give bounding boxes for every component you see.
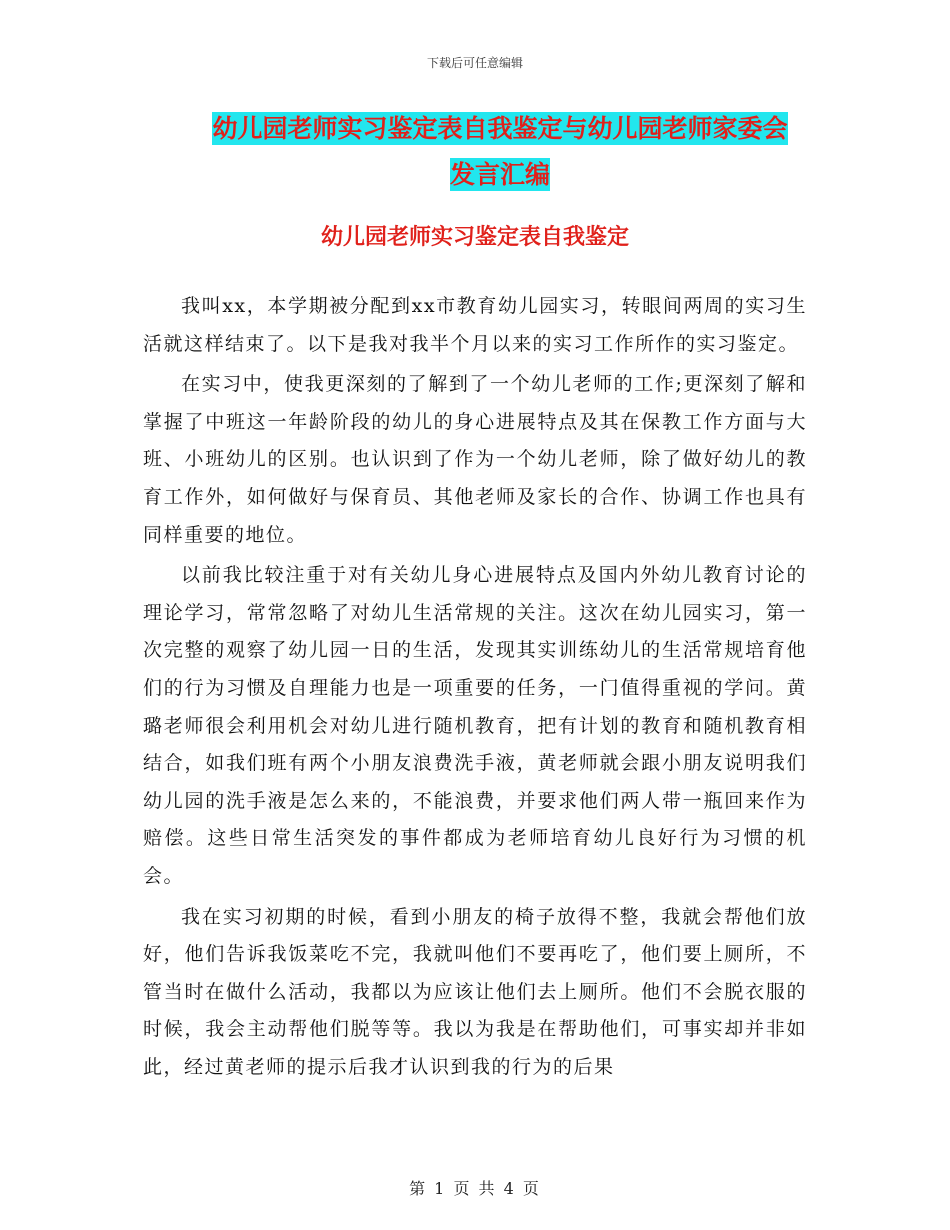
section-title: 幼儿园老师实习鉴定表自我鉴定 xyxy=(320,225,629,250)
paragraph: 在实习中，使我更深刻的了解到了一个幼儿老师的工作;更深刻了解和掌握了中班这一年龄阶段的幼儿的身心进展特点及其在保教工作方面与大班、小班幼儿的区别。也认识到了作为一个幼儿老师，除了做好幼儿的教育工作外，如何做好与保育员、其他老师及家长的合作、协调工作也具有同样重要的地位。 xyxy=(143,373,807,546)
paragraph: 我在实习初期的时候，看到小朋友的椅子放得不整，我就会帮他们放好，他们告诉我饭菜吃不完，我就叫他们不要再吃了，他们要上厕所，不管当时在做什么活动，我都以为应该让他们去上厕所。他们不会脱衣服的时候，我会主动帮他们脱等等。我以为我是在帮助他们，可事实却并非如此，经过黄老师的提示后我才认识到我的行为的后果 xyxy=(143,905,807,1078)
document-title-line-2: 发言汇编 xyxy=(449,160,550,189)
paragraph: 我叫xx，本学期被分配到xx市教育幼儿园实习，转眼间两周的实习生活就这样结束了。以下是我对我半个月以来的实习工作所作的实习鉴定。 xyxy=(143,295,807,355)
page-number-footer: 第 1 页 共 4 页 xyxy=(409,1179,541,1198)
document-body xyxy=(143,288,807,1089)
document-title-line-1: 幼儿园老师实习鉴定表自我鉴定与幼儿园老师家委会 xyxy=(212,114,788,143)
paragraph: 以前我比较注重于对有关幼儿身心进展特点及国内外幼儿教育讨论的理论学习，常常忽略了对幼儿生活常规的关注。这次在幼儿园实习，第一次完整的观察了幼儿园一日的生活，发现其实训练幼儿的生活常规培育他们的行为习惯及自理能力也是一项重要的任务，一门值得重视的学问。黄璐老师很会利用机会对幼儿进行随机教育，把有计划的教育和随机教育相结合，如我们班有两个小朋友浪费洗手液，黄老师就会跟小朋友说明我们幼儿园的洗手液是怎么来的，不能浪费，并要求他们两人带一瓶回来作为赔偿。这些日常生活突发的事件都成为老师培育幼儿良好行为习惯的机会。 xyxy=(143,564,807,887)
page-header-note: 下载后可任意编辑 xyxy=(426,56,523,70)
document-title xyxy=(180,106,820,198)
